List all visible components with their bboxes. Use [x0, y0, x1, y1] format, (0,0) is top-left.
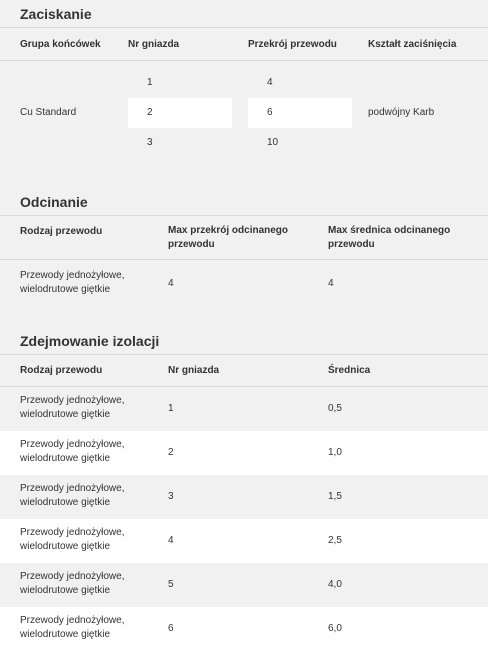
socket-no: 2	[168, 447, 174, 458]
header-socket-no: Nr gniazda	[168, 365, 220, 376]
socket-option: 1	[147, 77, 153, 88]
cutting-wire-type: Przewody jednożyłowe, wielodrutowe giętkie	[20, 270, 125, 295]
header-wire-cross-section: Przekrój przewodu	[248, 39, 337, 50]
diameter: 1,5	[328, 491, 342, 502]
wire-type: Przewody jednożyłowe, wielodrutowe giętkie	[20, 439, 125, 464]
wire-type: Przewody jednożyłowe, wielodrutowe giętkie	[20, 483, 125, 508]
crimp-shape-value: podwójny Karb	[368, 107, 435, 118]
header-socket-no: Nr gniazda	[128, 39, 180, 50]
wire-type: Przewody jednożyłowe, wielodrutowe giętkie	[20, 615, 125, 640]
cutting-max-cross-section: 4	[168, 278, 174, 289]
section-title-stripping: Zdejmowanie izolacji	[20, 333, 160, 349]
diameter: 4,0	[328, 579, 342, 590]
header-wire-type: Rodzaj przewodu	[20, 226, 103, 237]
socket-no: 1	[168, 403, 174, 414]
cross-section-option: 4	[267, 77, 273, 88]
wire-type: Przewody jednożyłowe, wielodrutowe giętkie	[20, 527, 125, 552]
header-diameter: Średnica	[328, 365, 371, 376]
divider	[0, 60, 488, 61]
diameter: 0,5	[328, 403, 342, 414]
selected-cross-section-box	[248, 98, 352, 128]
section-title-crimping: Zaciskanie	[20, 6, 92, 22]
header-crimp-shape: Kształt zaciśnięcia	[368, 39, 457, 50]
socket-no: 3	[168, 491, 174, 502]
diameter: 6,0	[328, 623, 342, 634]
divider	[0, 259, 488, 260]
wire-type: Przewody jednożyłowe, wielodrutowe giętkie	[20, 571, 125, 596]
socket-no: 4	[168, 535, 174, 546]
cross-section-option: 10	[267, 137, 279, 148]
header-terminal-group: Grupa końcówek	[20, 39, 101, 50]
divider	[0, 27, 488, 28]
divider	[0, 354, 488, 355]
header-max-diameter: Max średnica odcinanego przewodu	[328, 225, 451, 250]
section-title-cutting: Odcinanie	[20, 194, 88, 210]
socket-option: 3	[147, 137, 153, 148]
header-wire-type: Rodzaj przewodu	[20, 365, 103, 376]
cutting-max-diameter: 4	[328, 278, 334, 289]
selected-socket-box	[128, 98, 232, 128]
divider	[0, 215, 488, 216]
wire-type: Przewody jednożyłowe, wielodrutowe giętkie	[20, 395, 125, 420]
diameter: 1,0	[328, 447, 342, 458]
socket-option: 2	[147, 107, 153, 118]
socket-no: 5	[168, 579, 174, 590]
terminal-group-value: Cu Standard	[20, 107, 77, 118]
diameter: 2,5	[328, 535, 342, 546]
divider	[0, 386, 488, 387]
header-max-cross-section: Max przekrój odcinanego przewodu	[168, 225, 289, 250]
cross-section-option: 6	[267, 107, 273, 118]
socket-no: 6	[168, 623, 174, 634]
